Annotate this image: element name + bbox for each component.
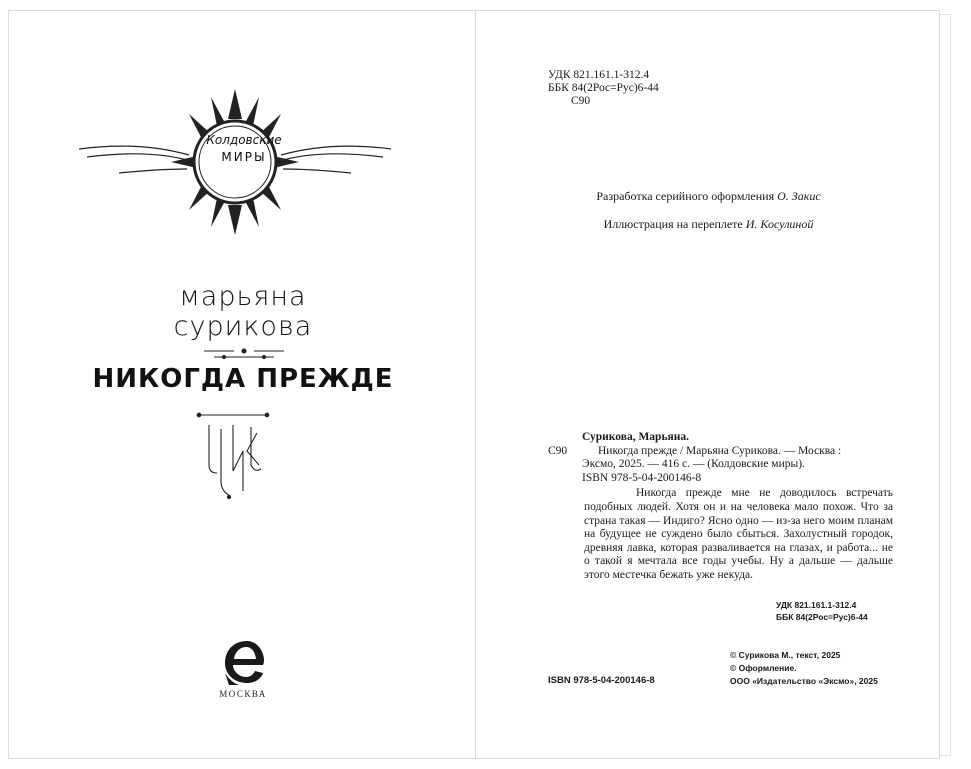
page-edge [940,14,951,756]
right-page [475,10,940,759]
isbn-bottom: ISBN 978-5-04-200146-8 [548,675,655,686]
bib-description [548,445,893,459]
bbk-code: ББК 84(2Рос=Рус)6-44 [548,82,659,94]
bib-desc-line2: Эксмо, 2025. — 416 с. — (Колдовские миры). [582,458,805,471]
udk-code: УДК 821.161.1-312.4 [548,69,650,81]
annotation-wrap [548,487,893,582]
bib-desc-line1: Никогда прежде / Марьяна Сурикова. — Москва : [598,444,842,457]
monogram-ornament [195,411,271,503]
series-design-credit [476,189,940,204]
cover-illustrator-name: И. Косулиной [745,217,814,231]
copyright-text: © Сурикова М., текст, 2025 [730,650,841,660]
classification-codes [776,599,868,623]
series-designer-name: О. Закис [777,189,821,203]
bib-code: С90 [548,444,568,457]
book-title: НИКОГДА ПРЕЖДЕ [92,364,394,394]
class-bbk: ББК 84(2Рос=Рус)6-44 [776,612,868,622]
divider-ornament [204,347,284,361]
cover-illustration-label: Иллюстрация на переплете [603,217,743,231]
series-name-line1: Колдовские [206,133,282,147]
cover-illustration-credit [476,217,940,232]
publisher-city: МОСКВА [219,689,267,699]
author-last-name: сурикова [173,311,313,342]
left-page [8,10,476,759]
series-emblem-text [203,132,285,166]
copyright-design: © Оформление. [730,663,797,673]
bib-isbn: ISBN 978-5-04-200146-8 [582,471,702,484]
catalog-codes-top [548,69,659,108]
bib-author: Сурикова, Марьяна. [582,431,689,443]
series-design-label: Разработка серийного оформления [596,189,775,203]
copyright-block [730,649,878,688]
series-name-line2: МИРЫ [221,150,267,164]
eksmo-logo-icon [223,639,265,685]
copyright-publisher: ООО «Издательство «Эксмо», 2025 [730,676,878,686]
class-udk: УДК 821.161.1-312.4 [776,600,857,610]
author-code: С90 [571,95,591,107]
annotation: Никогда прежде мне не доводилось встречать подобных людей. Хотя он и на человека мало похож. Что за страна такая — Индиго? Ясно одно — из-за него моим планам на будущее не суждено было сбыться. Захолустный городок, древняя лавка, которая разваливается на глазах, и работа... не о такой я мечтала все годы учебы. Ну а дальше — дальше этого местечка бежать уже некуда. [584,487,893,581]
author-first-name: марьяна [179,281,307,312]
bibliographic-entry [548,431,893,583]
